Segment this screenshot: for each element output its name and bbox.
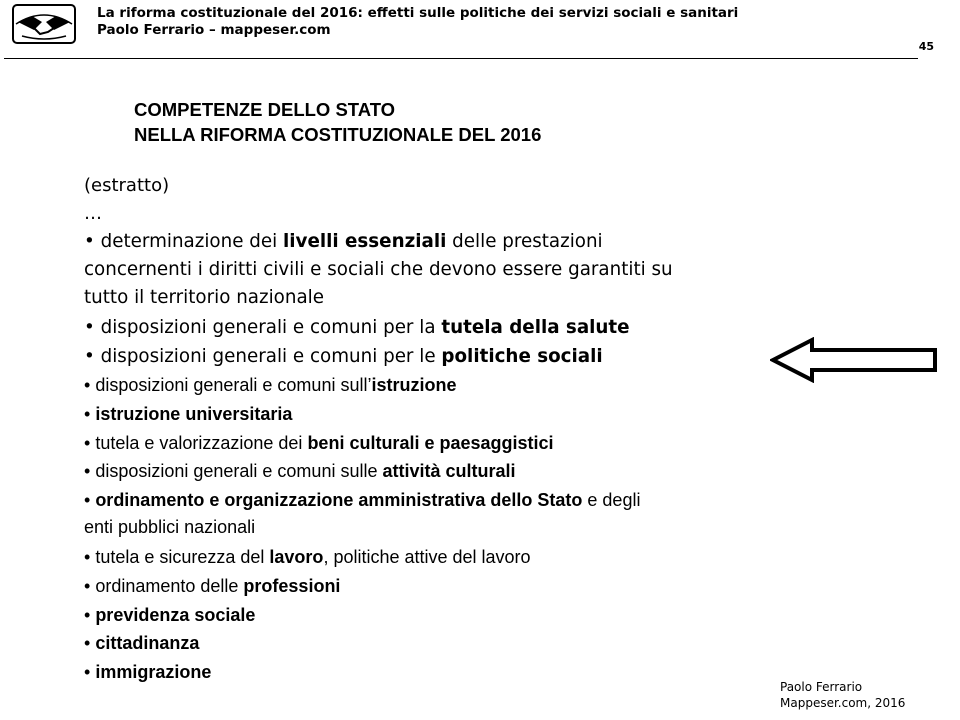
bullet: • [84, 605, 96, 625]
list-item-salute [84, 313, 630, 343]
left-arrow-icon [770, 337, 938, 383]
bullet: • [84, 547, 96, 567]
item-text: , politiche attive del lavoro [323, 547, 531, 567]
item-bold-text: professioni [243, 576, 341, 596]
list-item-cittadinanza [84, 630, 199, 657]
bullet: • [84, 317, 101, 338]
list-item-livelli [84, 227, 603, 257]
bullet: • [84, 461, 96, 481]
bullet: • [84, 633, 96, 653]
list-item-immigrazione [84, 659, 211, 686]
ellipsis: … [84, 203, 102, 224]
item-bold-text: beni culturali e paesaggistici [307, 433, 554, 453]
item-text: determinazione dei [100, 231, 283, 252]
bullet: • [84, 231, 101, 252]
item-text: e degli [582, 490, 641, 510]
bullet: • [84, 433, 96, 453]
item-text: tutela e sicurezza del [95, 547, 270, 567]
item-bold-text: cittadinanza [95, 633, 200, 653]
slide-title-line-1: COMPETENZE DELLO STATO [134, 99, 396, 120]
slide-title [134, 97, 541, 147]
item-bold-text: tutela della salute [441, 317, 630, 338]
item-bold-text: istruzione [371, 375, 457, 395]
item-bold-text: previdenza sociale [95, 605, 256, 625]
list-item-ordinamento [84, 487, 640, 514]
item-text: disposizioni generali e comuni per le [100, 346, 442, 367]
header-title: La riforma costituzionale del 2016: effetti sulle politiche dei servizi sociali e sanitari [97, 5, 739, 21]
list-item-attivita-culturali [84, 458, 516, 485]
list-item-beni-culturali [84, 430, 554, 457]
bullet: • [84, 404, 96, 424]
item-text: disposizioni generali e comuni sulle [95, 461, 383, 481]
item-bold-text: livelli essenziali [283, 231, 447, 252]
item-text: delle prestazioni [446, 231, 603, 252]
footer-site: Mappeser.com, 2016 [780, 696, 906, 710]
list-item-professioni [84, 573, 340, 600]
estratto-label: (estratto) [84, 175, 170, 196]
bullet: • [84, 375, 96, 395]
item-bold-text: istruzione universitaria [95, 404, 293, 424]
item-bold-text: lavoro [269, 547, 324, 567]
slide-title-line-2: NELLA RIFORMA COSTITUZIONALE DEL 2016 [134, 124, 542, 145]
item-text: tutela e valorizzazione dei [95, 433, 308, 453]
bullet: • [84, 662, 96, 682]
bullet: • [84, 490, 96, 510]
page-number: 45 [918, 40, 934, 53]
footer-author: Paolo Ferrario [780, 680, 863, 694]
list-item-lavoro [84, 544, 531, 571]
bullet: • [84, 576, 96, 596]
item-text: disposizioni generali e comuni per la [100, 317, 442, 338]
item-bold-text: immigrazione [95, 662, 212, 682]
header-divider [4, 58, 918, 59]
bullet: • [84, 346, 101, 367]
item-text: disposizioni generali e comuni sull’ [95, 375, 372, 395]
item-bold-text: ordinamento e organizzazione amministrativa dello Stato [95, 490, 583, 510]
handshake-logo-icon [12, 4, 76, 44]
item-bold-text: attività culturali [382, 461, 516, 481]
list-item-istruzione [84, 372, 456, 399]
list-item-ordinamento-line-2: enti pubblici nazionali [84, 517, 256, 537]
list-item-livelli-line-3: tutto il territorio nazionale [84, 287, 324, 308]
header-author: Paolo Ferrario – mappeser.com [97, 22, 331, 38]
list-item-previdenza [84, 602, 255, 629]
item-text: ordinamento delle [95, 576, 244, 596]
list-item-livelli-line-2: concernenti i diritti civili e sociali che devono essere garantiti su [84, 259, 673, 280]
list-item-universitaria [84, 401, 292, 428]
list-item-politiche [84, 342, 603, 372]
item-bold-text: politiche sociali [441, 346, 603, 367]
